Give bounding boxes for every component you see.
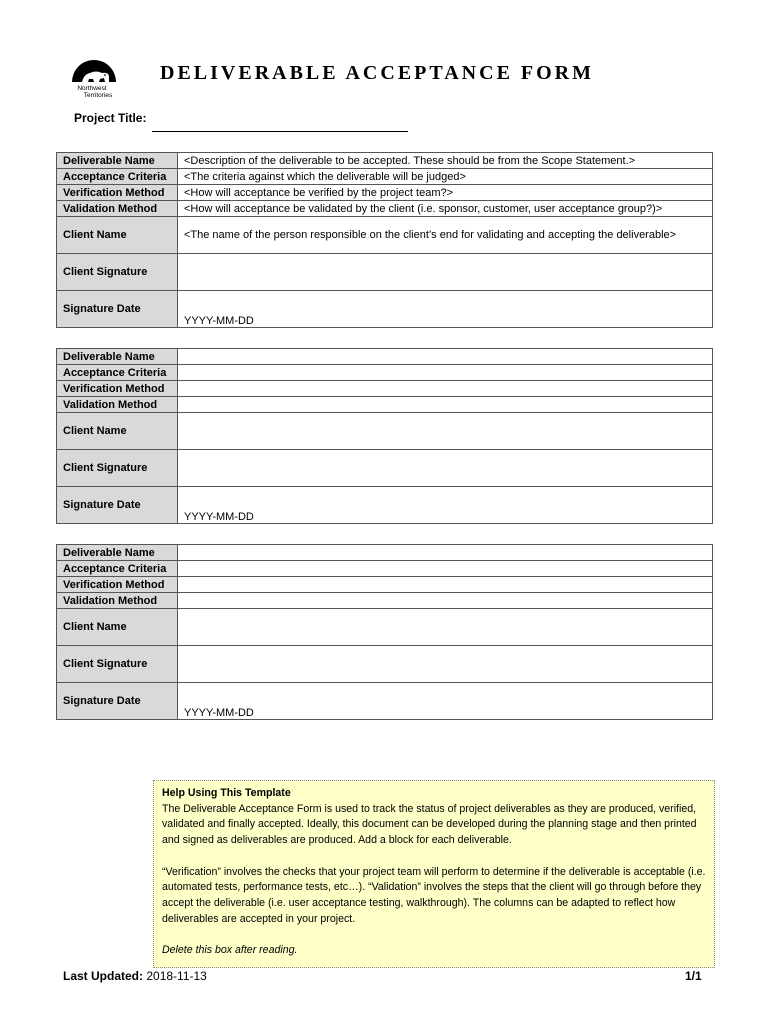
nwt-logo-graphic [62, 46, 126, 102]
client-name-value[interactable] [178, 413, 713, 450]
table-row [57, 609, 713, 646]
deliverable-name-value[interactable]: <Description of the deliverable to be accepted. These should be from the Scope Statement.> [178, 153, 713, 169]
acceptance-criteria-value[interactable]: <The criteria against which the deliverable will be judged> [178, 169, 713, 185]
help-heading: Help Using This Template [162, 787, 291, 799]
client-signature-label: Client Signature [57, 646, 178, 683]
client-signature-label: Client Signature [57, 450, 178, 487]
acceptance-criteria-label: Acceptance Criteria [57, 169, 178, 185]
table-row [57, 291, 713, 328]
validation-method-value[interactable]: <How will acceptance be validated by the client (i.e. sponsor, customer, user acceptance group?)> [178, 201, 713, 217]
client-name-label: Client Name [57, 217, 178, 254]
acceptance-criteria-value[interactable] [178, 561, 713, 577]
deliverable-name-value[interactable] [178, 349, 713, 365]
table-row [57, 487, 713, 524]
table-row [57, 217, 713, 254]
verification-method-label: Verification Method [57, 577, 178, 593]
table-row [57, 153, 713, 169]
validation-method-label: Validation Method [57, 593, 178, 609]
project-title-field[interactable] [152, 131, 408, 132]
signature-date-value[interactable]: YYYY-MM-DD [178, 487, 713, 524]
deliverable-name-label: Deliverable Name [57, 349, 178, 365]
signature-date-label: Signature Date [57, 487, 178, 524]
signature-date-value[interactable]: YYYY-MM-DD [178, 291, 713, 328]
table-row [57, 397, 713, 413]
table-row [57, 450, 713, 487]
deliverable-name-value[interactable] [178, 545, 713, 561]
verification-method-value[interactable] [178, 577, 713, 593]
acceptance-criteria-value[interactable] [178, 365, 713, 381]
validation-method-value[interactable] [178, 593, 713, 609]
verification-method-value[interactable] [178, 381, 713, 397]
table-row [57, 593, 713, 609]
table-row [57, 201, 713, 217]
validation-method-label: Validation Method [57, 397, 178, 413]
table-row [57, 254, 713, 291]
help-paragraph-2: “Verification” involves the checks that your project team will perform to determine if the deliverable is acceptable (i.e. automated tests, performance tests, etc…). “Validation” involves the steps that the client will go through before they accept the deliverable (i.e. user acceptance testing, walkthrough). The columns can be adapted to reflect how deliverables are accepted in your project. [162, 865, 706, 925]
verification-method-value[interactable]: <How will acceptance be verified by the project team?> [178, 185, 713, 201]
table-row [57, 683, 713, 720]
client-signature-value[interactable] [178, 450, 713, 487]
signature-date-value[interactable]: YYYY-MM-DD [178, 683, 713, 720]
table-row [57, 349, 713, 365]
deliverable-name-label: Deliverable Name [57, 153, 178, 169]
last-updated [63, 969, 207, 983]
client-name-label: Client Name [57, 413, 178, 450]
deliverable-block-2 [56, 348, 713, 524]
validation-method-value[interactable] [178, 397, 713, 413]
client-signature-label: Client Signature [57, 254, 178, 291]
table-row [57, 577, 713, 593]
deliverable-block-1 [56, 152, 713, 328]
table-row [57, 169, 713, 185]
table-row [57, 561, 713, 577]
client-name-label: Client Name [57, 609, 178, 646]
acceptance-criteria-label: Acceptance Criteria [57, 365, 178, 381]
client-signature-value[interactable] [178, 254, 713, 291]
table-row [57, 646, 713, 683]
table-row [57, 413, 713, 450]
table-row [57, 545, 713, 561]
acceptance-criteria-label: Acceptance Criteria [57, 561, 178, 577]
validation-method-label: Validation Method [57, 201, 178, 217]
table-row [57, 381, 713, 397]
nwt-logo [62, 46, 126, 102]
page-number: 1/1 [685, 969, 702, 983]
table-row [57, 185, 713, 201]
last-updated-label: Last Updated: [63, 969, 144, 983]
verification-method-label: Verification Method [57, 185, 178, 201]
help-note: Delete this box after reading. [162, 944, 298, 956]
client-name-value[interactable]: <The name of the person responsible on the client’s end for validating and accepting the deliverable> [178, 217, 713, 254]
client-name-value[interactable] [178, 609, 713, 646]
verification-method-label: Verification Method [57, 381, 178, 397]
signature-date-label: Signature Date [57, 683, 178, 720]
logo-text-line2: Territories [83, 92, 113, 99]
last-updated-date: 2018-11-13 [146, 969, 207, 983]
deliverable-block-3 [56, 544, 713, 720]
client-signature-value[interactable] [178, 646, 713, 683]
help-box [153, 780, 715, 968]
signature-date-label: Signature Date [57, 291, 178, 328]
table-row [57, 365, 713, 381]
help-paragraph-1: The Deliverable Acceptance Form is used to track the status of project deliverables as they are produced, verified, validated and finally accepted. Ideally, this document can be developed during the planning stage and then printed and signed as deliverables are produced. Add a block for each deliverable. [162, 802, 697, 847]
document-title: DELIVERABLE ACCEPTANCE FORM [160, 62, 594, 84]
project-title-label: Project Title: [74, 111, 147, 125]
logo-text-line1: Northwest [77, 85, 107, 92]
deliverable-name-label: Deliverable Name [57, 545, 178, 561]
